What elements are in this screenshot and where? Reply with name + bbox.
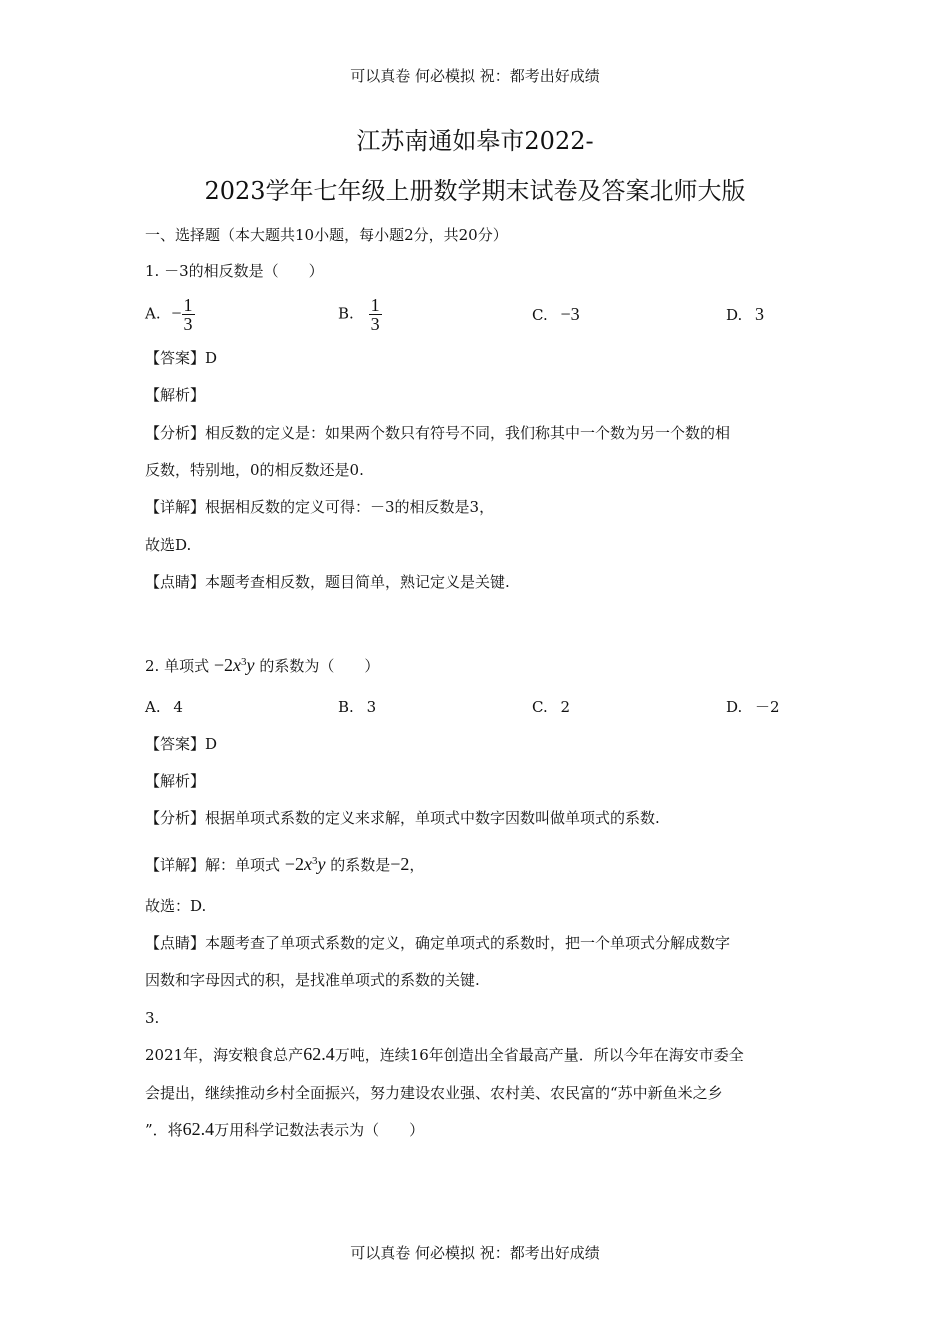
q1-option-a xyxy=(145,296,195,333)
q3-line1-a: 2021年，海安粮食总产 xyxy=(145,1046,304,1064)
page-footer: 可以真卷 何必模拟 祝：都考出好成绩 xyxy=(350,1244,600,1262)
q2-analysis: 【分析】根据单项式系数的定义来求解，单项式中数字因数叫做单项式的系数. xyxy=(145,809,660,827)
q2-detail-expression xyxy=(285,856,326,874)
q2-choice: 故选：D. xyxy=(145,897,207,915)
q3-line3-number: 62.4 xyxy=(182,1119,215,1139)
q3-line3-b: 万用科学记数法表示为（ ） xyxy=(214,1121,425,1139)
q2-detail-end: ， xyxy=(409,856,425,874)
q2-detail-y: y xyxy=(317,854,326,874)
q1-comment: 【点睛】本题考查相反数，题目简单，熟记定义是关键. xyxy=(145,573,510,591)
q2-comment-line1: 【点睛】本题考查了单项式系数的定义，确定单项式的系数时，把一个单项式分解成数字 xyxy=(145,934,731,952)
q1-option-a-numerator: 1 xyxy=(183,295,193,315)
q3-number: 3. xyxy=(145,1009,160,1027)
q1-analysis-line2: 反数，特别地，0的相反数还是0. xyxy=(145,461,364,479)
q3-line3-a: ”．将 xyxy=(145,1121,183,1139)
q3-stem-line1 xyxy=(145,1044,744,1065)
q2-stem-prefix: 2. 单项式 xyxy=(145,657,210,675)
q1-option-c-value: −3 xyxy=(560,304,580,324)
page-header: 可以真卷 何必模拟 祝：都考出好成绩 xyxy=(350,67,600,85)
q2-stem-suffix: 的系数为（ ） xyxy=(259,657,380,675)
q3-line1-number: 62.4 xyxy=(303,1044,335,1064)
q2-detail-exponent: 3 xyxy=(311,855,318,867)
q1-option-b-denominator: 3 xyxy=(370,314,380,334)
q2-expression-coefficient: −2 xyxy=(213,655,234,675)
q1-stem: 1. －3的相反数是（ ） xyxy=(145,262,324,280)
q2-detail-mid: 的系数是 xyxy=(330,856,391,874)
q3-stem-line3 xyxy=(145,1119,424,1140)
document-title-line1: 江苏南通如皋市2022- xyxy=(356,127,594,155)
q2-option-a-value: 4 xyxy=(173,698,183,716)
q2-detail-x: x xyxy=(303,854,312,874)
q1-option-d-label: D. xyxy=(726,306,743,324)
q1-option-b-fraction xyxy=(369,296,382,333)
q2-option-c-label: C. xyxy=(532,698,548,716)
q1-option-a-fraction xyxy=(182,296,195,333)
q1-option-c xyxy=(532,304,580,325)
q1-option-d-value: 3 xyxy=(755,304,765,324)
q2-option-b-label: B. xyxy=(338,698,354,716)
q1-option-c-label: C. xyxy=(532,306,548,324)
q1-option-a-sign: − xyxy=(171,302,182,323)
q1-option-b-label: B. xyxy=(338,304,354,323)
q1-option-b xyxy=(338,296,382,333)
q2-detail-prefix: 【详解】解：单项式 xyxy=(145,856,281,874)
q1-option-d xyxy=(726,304,764,325)
q2-stem xyxy=(145,652,379,676)
q2-option-a-label: A. xyxy=(145,698,161,716)
q2-expression-y: y xyxy=(246,655,255,675)
q2-analysis-heading: 【解析】 xyxy=(145,772,206,790)
q2-option-a xyxy=(145,697,183,717)
q1-option-a-denominator: 3 xyxy=(183,314,193,334)
q1-option-b-numerator: 1 xyxy=(370,295,380,315)
q2-detail xyxy=(145,851,424,875)
q2-option-c-value: 2 xyxy=(560,698,571,716)
q2-detail-coefficient: −2 xyxy=(284,854,304,874)
q1-choice: 故选D. xyxy=(145,536,192,554)
q2-comment-line2: 因数和字母因式的积，是找准单项式的系数的关键. xyxy=(145,971,480,989)
q2-expression-exponent: 3 xyxy=(241,656,247,668)
section-heading: 一、选择题（本大题共10小题，每小题2分，共20分） xyxy=(145,226,508,244)
q1-detail: 【详解】根据相反数的定义可得：－3的相反数是3， xyxy=(145,498,495,516)
q2-option-b xyxy=(338,697,376,717)
document-title-line2: 2023学年七年级上册数学期末试卷及答案北师大版 xyxy=(204,177,746,205)
q2-detail-value: −2 xyxy=(390,854,410,874)
q2-expression xyxy=(214,657,255,675)
q2-expression-x: x xyxy=(233,655,242,675)
q1-analysis-line1: 【分析】相反数的定义是：如果两个数只有符号不同，我们称其中一个数为另一个数的相 xyxy=(145,424,731,442)
q2-option-d-value: －2 xyxy=(755,698,780,716)
q1-analysis-heading: 【解析】 xyxy=(145,386,206,404)
q2-option-d-label: D. xyxy=(726,698,743,716)
q1-option-a-label: A. xyxy=(145,304,161,323)
q2-option-c xyxy=(532,697,570,717)
q2-option-d xyxy=(726,697,780,717)
q1-answer: 【答案】D xyxy=(145,349,218,367)
q2-option-b-value: 3 xyxy=(366,698,377,716)
q3-line1-b: 万吨，连续16年创造出全省最高产量．所以今年在海安市委全 xyxy=(334,1046,744,1064)
q2-answer: 【答案】D xyxy=(145,735,218,753)
q3-stem-line2: 会提出，继续推动乡村全面振兴，努力建设农业强、农村美、农民富的“苏中新鱼米之乡 xyxy=(145,1084,723,1102)
